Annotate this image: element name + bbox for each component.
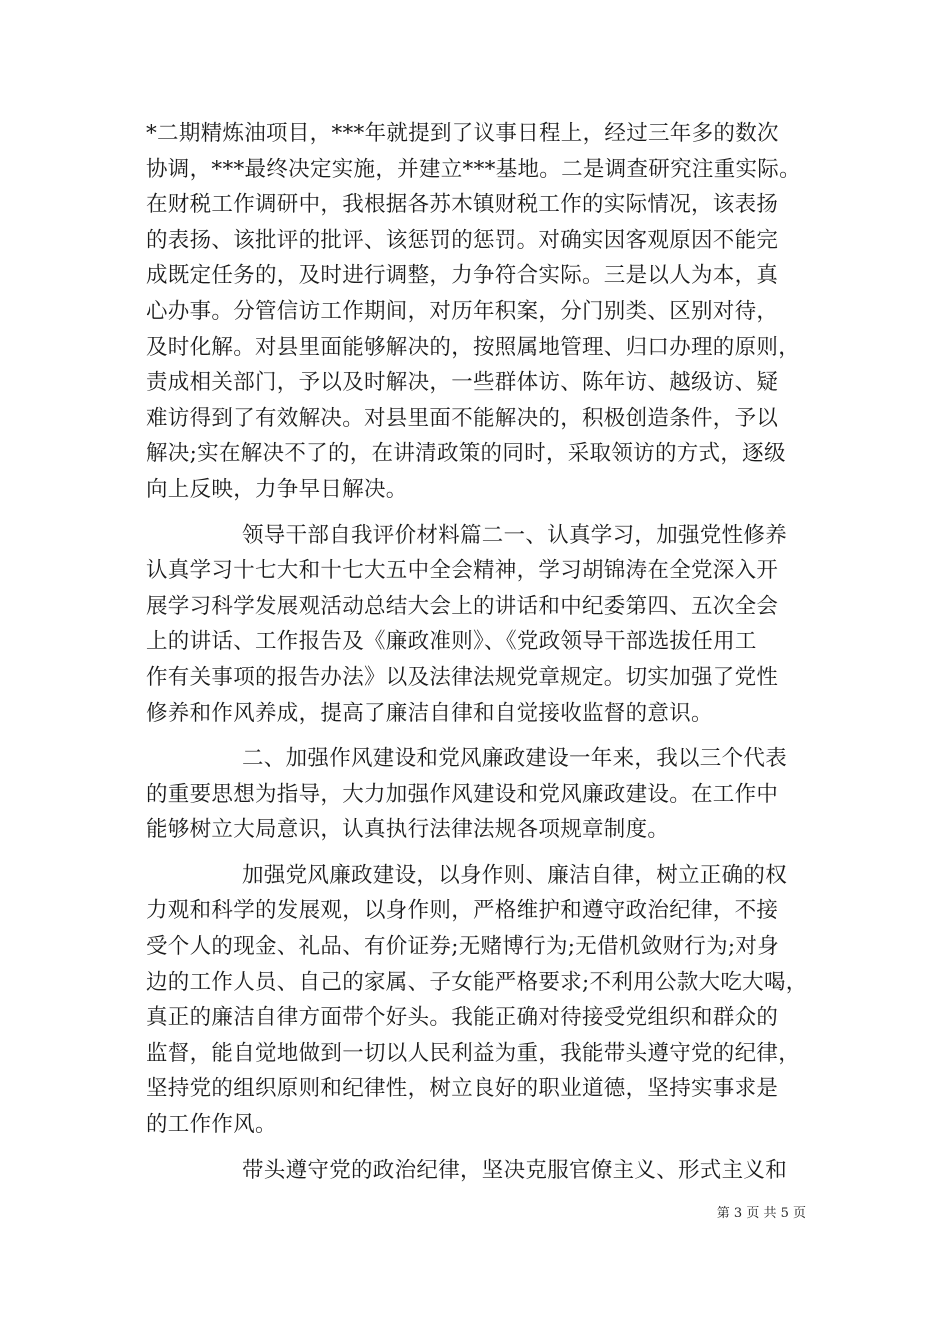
paragraph	[146, 116, 830, 508]
paragraph-gap	[146, 848, 830, 858]
page-number-label: 第 3 页 共 5 页	[716, 1206, 806, 1221]
text-line: 作有关事项的报告办法》以及法律法规党章规定。切实加强了党性	[146, 664, 779, 690]
paragraph-gap	[146, 731, 830, 741]
text-line: 的表扬、该批评的批评、该惩罚的惩罚。对确实因客观原因不能完	[146, 227, 779, 253]
paragraph-gap	[146, 508, 830, 518]
text-line: 能够树立大局意识，认真执行法律法规各项规章制度。	[146, 817, 670, 843]
paragraph	[146, 741, 830, 848]
text-line: 在财税工作调研中，我根据各苏木镇财税工作的实际情况，该表扬	[146, 192, 779, 218]
text-line: 真正的廉洁自律方面带个好头。我能正确对待接受党组织和群众的	[146, 1005, 779, 1031]
text-line: 上的讲话、工作报告及《廉政准则》、《党政领导干部选拔任用工	[146, 629, 757, 655]
paragraph-gap	[146, 1143, 830, 1153]
text-line: 成既定任务的，及时进行调整，力争符合实际。三是以人为本，真	[146, 263, 779, 289]
text-line: 监督，能自觉地做到一切以人民利益为重，我能带头遵守党的纪律，	[146, 1040, 801, 1066]
text-line: 展学习科学发展观活动总结大会上的讲话和中纪委第四、五次全会	[146, 593, 779, 619]
text-line: 及时化解。对县里面能够解决的，按照属地管理、归口办理的原则，	[146, 334, 801, 360]
text-line: 修养和作风养成，提高了廉洁自律和自觉接收监督的意识。	[146, 700, 713, 726]
text-line: 二、加强作风建设和党风廉政建设一年来，我以三个代表	[242, 746, 788, 772]
text-line: 责成相关部门，予以及时解决，一些群体访、陈年访、越级访、疑	[146, 370, 779, 396]
text-line: 的工作作风。	[146, 1112, 277, 1138]
text-line: 向上反映，力争早日解决。	[146, 476, 408, 502]
text-line: 的重要思想为指导，大力加强作风建设和党风廉政建设。在工作中	[146, 781, 779, 807]
page-footer	[0, 1202, 806, 1221]
paragraph	[146, 518, 830, 732]
text-line: 认真学习十七大和十七大五中全会精神，学习胡锦涛在全党深入开	[146, 558, 779, 584]
text-line: 心办事。分管信访工作期间，对历年积案，分门别类、区别对待，	[146, 298, 779, 324]
text-line: 解决;实在解决不了的，在讲清政策的同时，采取领访的方式，逐级	[146, 441, 786, 467]
paragraph	[146, 858, 830, 1143]
text-line: 难访得到了有效解决。对县里面不能解决的，积极创造条件，予以	[146, 405, 779, 431]
paragraph	[146, 1153, 830, 1189]
document-body	[146, 116, 830, 1188]
text-line: 协调，***最终决定实施，并建立***基地。二是调查研究注重实际。	[146, 156, 801, 182]
text-line: 受个人的现金、礼品、有价证券;无赌博行为;无借机敛财行为;对身	[146, 934, 780, 960]
text-line: 带头遵守党的政治纪律，坚决克服官僚主义、形式主义和	[242, 1157, 788, 1183]
text-line: 加强党风廉政建设，以身作则、廉洁自律，树立正确的权	[242, 862, 788, 888]
text-line: 领导干部自我评价材料篇二一、认真学习，加强党性修养	[242, 522, 788, 548]
text-line: 边的工作人员、自己的家属、子女能严格要求;不利用公款大吃大喝，	[146, 969, 808, 995]
text-line: 坚持党的组织原则和纪律性，树立良好的职业道德，坚持实事求是	[146, 1076, 779, 1102]
text-line: 力观和科学的发展观，以身作则，严格维护和遵守政治纪律，不接	[146, 898, 779, 924]
text-line: *二期精炼油项目，***年就提到了议事日程上，经过三年多的数次	[146, 121, 779, 146]
